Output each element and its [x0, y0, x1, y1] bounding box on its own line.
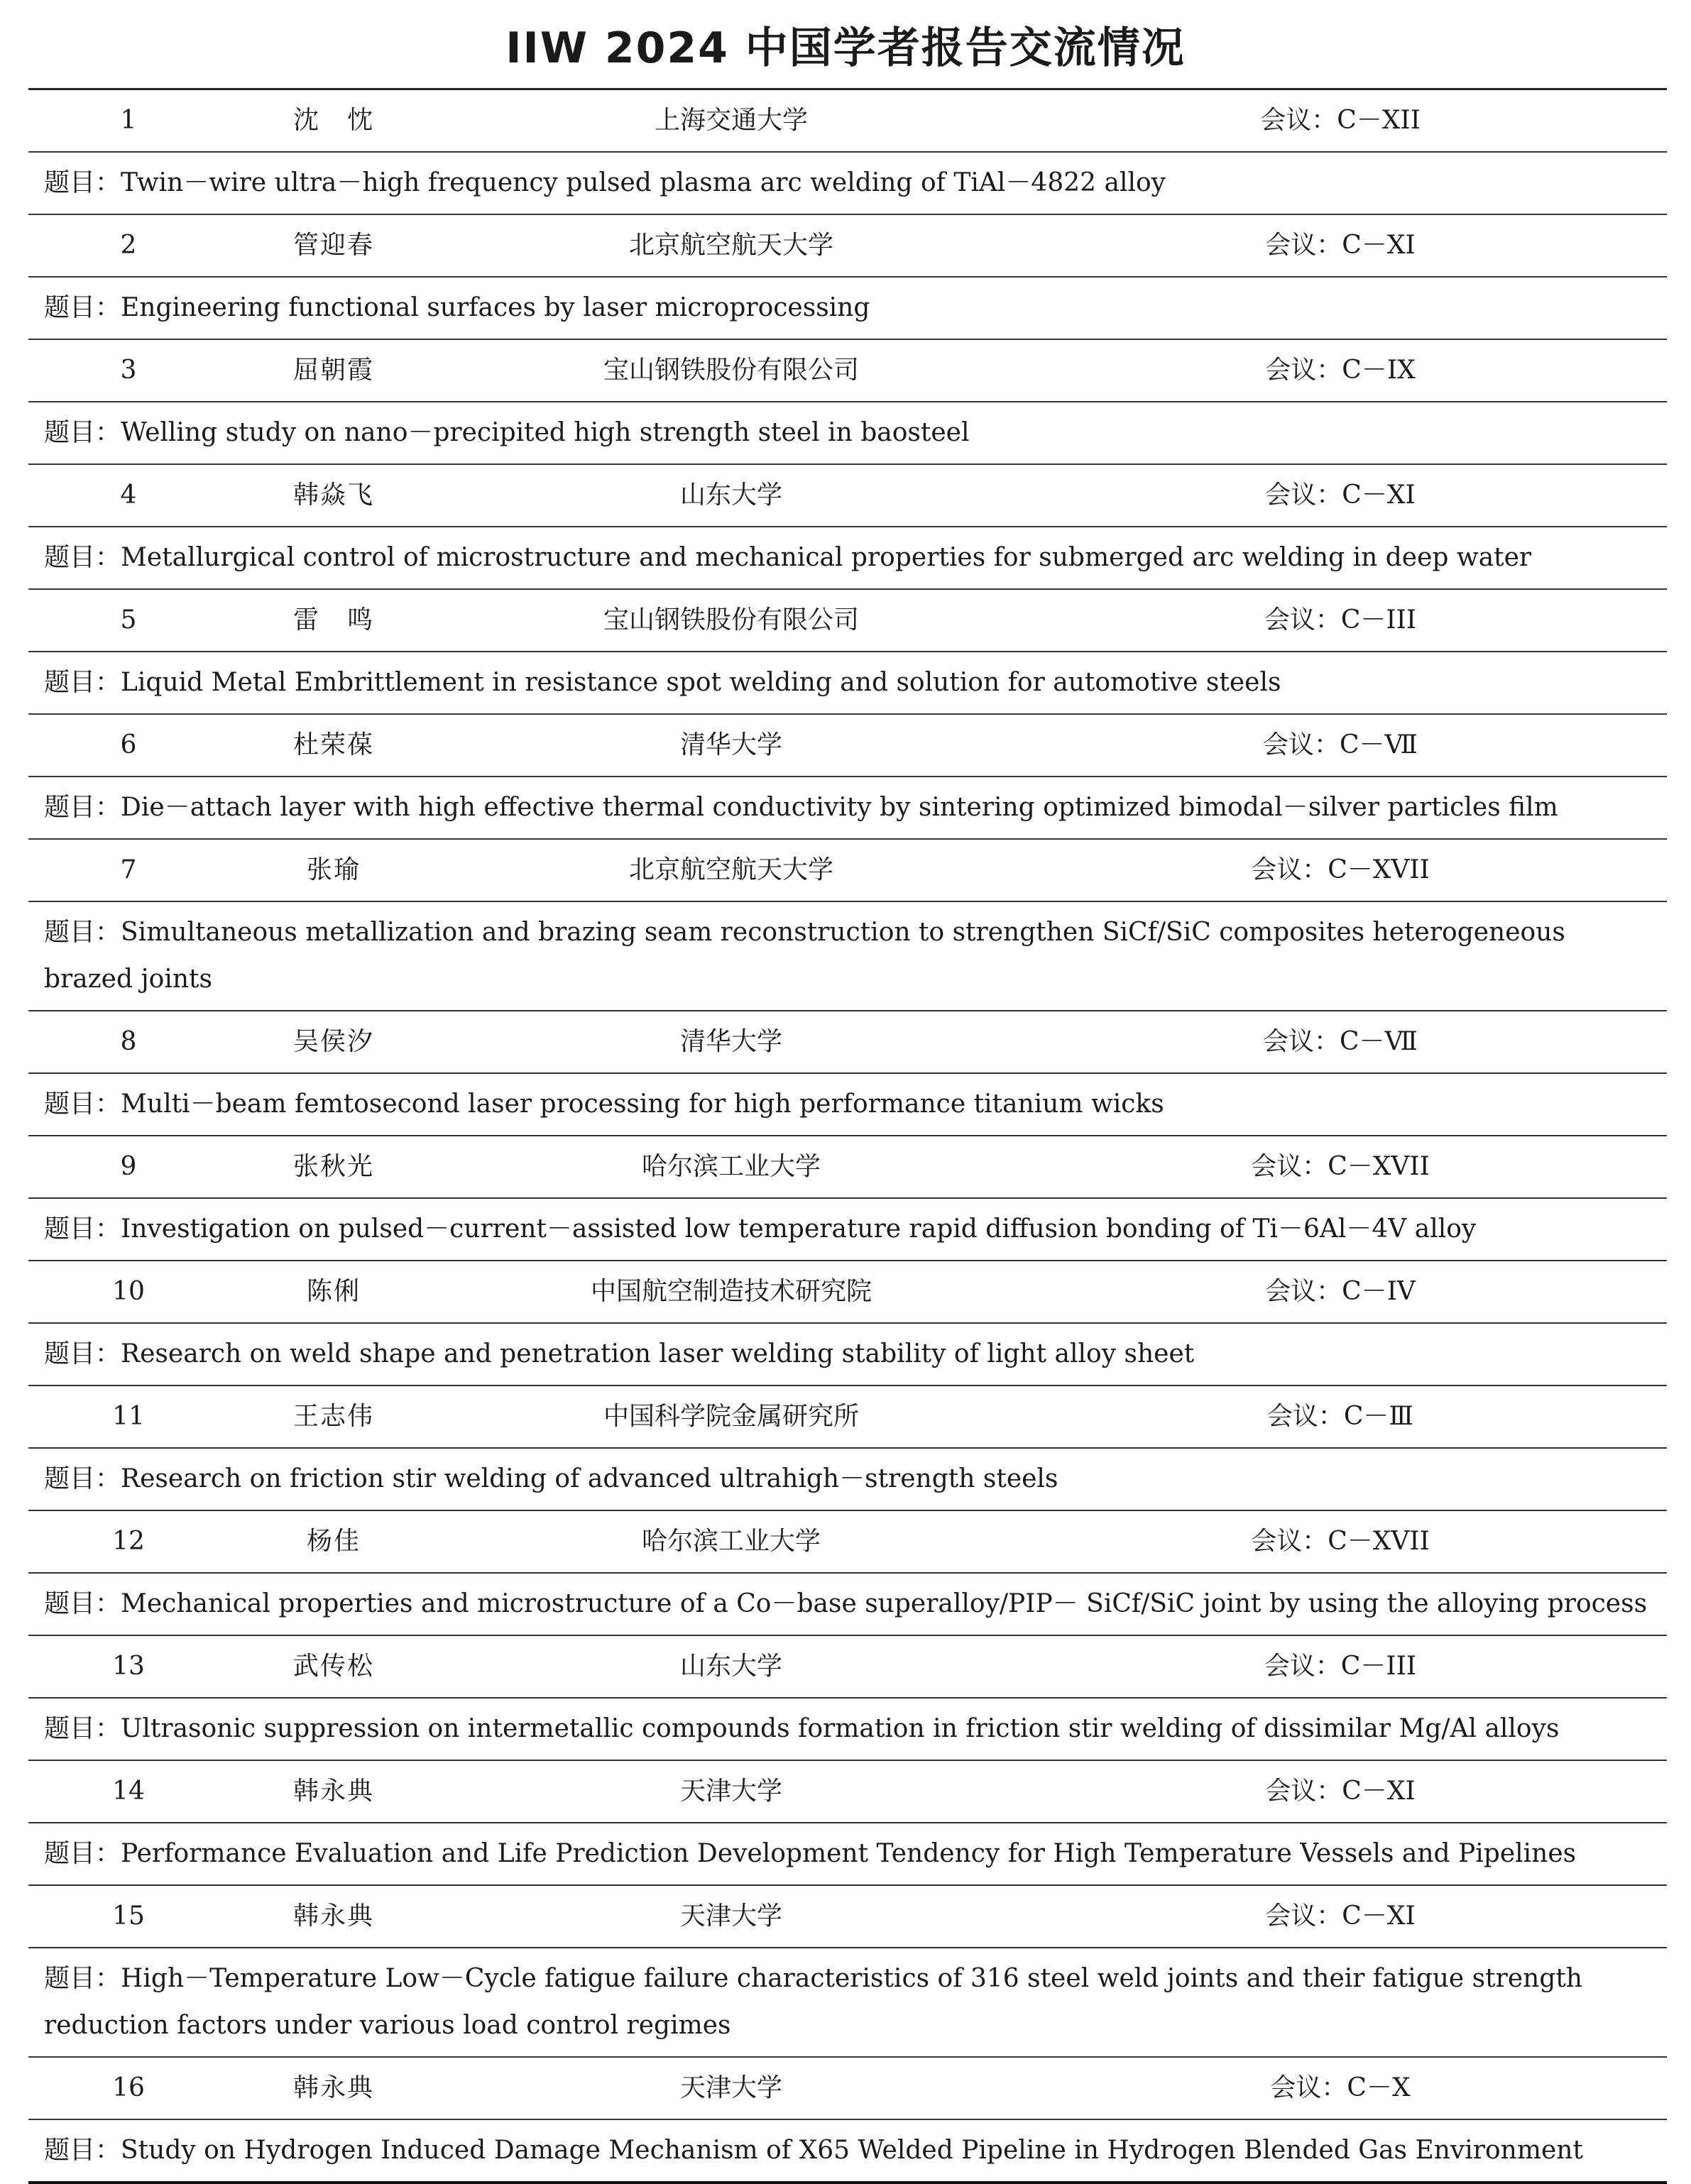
- conference-label: 会议：C－XI: [1265, 481, 1416, 510]
- report-title: Metallurgical control of microstructure and mechanical properties for submerged arc welding in deep water: [121, 543, 1532, 572]
- report-title-row: [28, 1074, 1667, 1136]
- report-title-row: [28, 1948, 1667, 2058]
- entry-info-row: [28, 1761, 1667, 1823]
- report-title-row: [28, 278, 1667, 340]
- table-row: [28, 1636, 1667, 1761]
- report-title-row: [28, 527, 1667, 590]
- entry-number: 14: [112, 1777, 145, 1806]
- title-prefix: 题目：: [44, 168, 121, 197]
- report-title-row: [28, 777, 1667, 840]
- conference-label: 会议：C－Ⅶ: [1262, 1027, 1418, 1056]
- entry-number: 16: [112, 2073, 145, 2102]
- entry-info-row: [28, 1386, 1667, 1449]
- author-name: 杜荣葆: [292, 730, 374, 759]
- report-title-row: [28, 1574, 1667, 1636]
- entry-info-row: [28, 1511, 1667, 1574]
- institution-name: 山东大学: [679, 1652, 782, 1681]
- entry-info-row: [28, 1261, 1667, 1324]
- entry-number: 4: [120, 481, 137, 510]
- entry-info-row: [28, 590, 1667, 652]
- title-prefix: 题目：: [44, 543, 121, 572]
- title-prefix: 题目：: [44, 418, 121, 447]
- report-title-row: [28, 1324, 1667, 1386]
- table-row: [28, 1386, 1667, 1511]
- conference-label: 会议：C－XI: [1265, 1902, 1416, 1931]
- table-row: [28, 2058, 1667, 2184]
- conference-label: 会议：C－XVII: [1251, 1152, 1430, 1181]
- entry-info-row: [28, 1136, 1667, 1199]
- author-name: 杨佳: [306, 1527, 361, 1556]
- institution-name: 山东大学: [679, 481, 782, 510]
- institution-name: 清华大学: [679, 730, 782, 759]
- entry-info-row: [28, 2058, 1667, 2120]
- conference-label: 会议：C－X: [1270, 2073, 1411, 2102]
- conference-label: 会议：C－IV: [1265, 1277, 1416, 1306]
- entry-info-row: [28, 840, 1667, 902]
- institution-name: 宝山钢铁股份有限公司: [603, 605, 859, 635]
- entry-number: 2: [120, 231, 137, 260]
- author-name: 雷 鸣: [292, 605, 374, 635]
- table-row: [28, 840, 1667, 1011]
- author-name: 武传松: [292, 1652, 374, 1681]
- institution-name: 北京航空航天大学: [628, 231, 833, 260]
- report-title: Die－attach layer with high effective thermal conductivity by sintering optimized bimodal－silver particles film: [121, 793, 1558, 822]
- author-name: 王志伟: [292, 1402, 374, 1431]
- table-row: [28, 1886, 1667, 2058]
- title-prefix: 题目：: [44, 293, 121, 322]
- report-title-row: [28, 1699, 1667, 1761]
- report-title-row: [28, 652, 1667, 715]
- report-title: Liquid Metal Embrittlement in resistance spot welding and solution for automotive steels: [121, 668, 1281, 697]
- entry-info-row: [28, 465, 1667, 527]
- conference-label: 会议：C－Ⅶ: [1262, 730, 1418, 759]
- report-title: High－Temperature Low－Cycle fatigue failure characteristics of 316 steel weld joints and their fatigue strength reduction factors under various load control regimes: [44, 1964, 1583, 2040]
- institution-name: 哈尔滨工业大学: [641, 1152, 821, 1181]
- conference-label: 会议：C－XI: [1265, 1777, 1416, 1806]
- title-prefix: 题目：: [44, 2136, 121, 2165]
- conference-label: 会议：C－Ⅲ: [1266, 1402, 1414, 1431]
- conference-label: 会议：C－IX: [1265, 356, 1416, 385]
- author-name: 张秋光: [292, 1152, 374, 1181]
- title-prefix: 题目：: [44, 1589, 121, 1618]
- institution-name: 北京航空航天大学: [628, 855, 833, 884]
- report-title: Ultrasonic suppression on intermetallic compounds formation in friction stir welding of dissimilar Mg/Al alloys: [121, 1714, 1560, 1743]
- author-name: 管迎春: [292, 231, 374, 260]
- title-prefix: 题目：: [44, 1464, 121, 1493]
- entry-number: 15: [112, 1902, 145, 1931]
- title-prefix: 题目：: [44, 1839, 121, 1868]
- title-prefix: 题目：: [44, 1714, 121, 1743]
- table-row: [28, 1761, 1667, 1886]
- author-name: 沈 忱: [292, 106, 374, 135]
- table-row: [28, 1261, 1667, 1386]
- entry-info-row: [28, 1011, 1667, 1074]
- institution-name: 宝山钢铁股份有限公司: [603, 356, 859, 385]
- table-row: [28, 1011, 1667, 1136]
- report-title-row: [28, 153, 1667, 215]
- report-title: Performance Evaluation and Life Prediction Development Tendency for High Temperature Vessels and Pipelines: [121, 1839, 1577, 1868]
- report-title: Research on friction stir welding of advanced ultrahigh－strength steels: [121, 1464, 1058, 1493]
- entry-number: 8: [120, 1027, 137, 1056]
- table-row: [28, 90, 1667, 215]
- entry-number: 3: [120, 356, 137, 385]
- report-title: Study on Hydrogen Induced Damage Mechanism of X65 Welded Pipeline in Hydrogen Blended Gas Environment: [121, 2136, 1583, 2165]
- institution-name: 清华大学: [679, 1027, 782, 1056]
- author-name: 韩焱飞: [292, 481, 374, 510]
- author-name: 吴侯汐: [292, 1027, 374, 1056]
- title-prefix: 题目：: [44, 793, 121, 822]
- table-row: [28, 715, 1667, 840]
- entry-number: 13: [112, 1652, 145, 1681]
- title-prefix: 题目：: [44, 1339, 121, 1368]
- author-name: 屈朝霞: [292, 356, 374, 385]
- author-name: 韩永典: [292, 1777, 374, 1806]
- title-prefix: 题目：: [44, 918, 121, 947]
- entry-number: 9: [120, 1152, 137, 1181]
- entry-info-row: [28, 715, 1667, 777]
- entry-info-row: [28, 215, 1667, 278]
- report-title: Twin－wire ultra－high frequency pulsed plasma arc welding of TiAl－4822 alloy: [121, 168, 1166, 197]
- report-title: Welling study on nano－precipited high strength steel in baosteel: [121, 418, 970, 447]
- table-row: [28, 1511, 1667, 1636]
- institution-name: 天津大学: [679, 1777, 782, 1806]
- entry-info-row: [28, 1886, 1667, 1948]
- institution-name: 天津大学: [679, 1902, 782, 1931]
- institution-name: 天津大学: [679, 2073, 782, 2102]
- title-prefix: 题目：: [44, 1090, 121, 1119]
- entry-number: 11: [112, 1402, 145, 1431]
- entry-number: 5: [120, 605, 137, 635]
- institution-name: 哈尔滨工业大学: [641, 1527, 821, 1556]
- conference-label: 会议：C－XVII: [1251, 1527, 1430, 1556]
- author-name: 韩永典: [292, 2073, 374, 2102]
- conference-label: 会议：C－XVII: [1251, 855, 1430, 884]
- entry-info-row: [28, 340, 1667, 402]
- author-name: 张瑜: [306, 855, 361, 884]
- report-title: Mechanical properties and microstructure of a Co－base superalloy/PIP－ SiCf/SiC joint by using the alloying process: [121, 1589, 1648, 1618]
- report-title-row: [28, 402, 1667, 465]
- title-prefix: 题目：: [44, 1214, 121, 1244]
- title-prefix: 题目：: [44, 668, 121, 697]
- report-title-row: [28, 1823, 1667, 1886]
- report-title: Simultaneous metallization and brazing seam reconstruction to strengthen SiCf/SiC composites heterogeneous brazed joints: [44, 918, 1565, 994]
- report-title-row: [28, 1449, 1667, 1511]
- title-prefix: 题目：: [44, 1964, 121, 1993]
- entry-number: 7: [120, 855, 137, 884]
- report-title: Investigation on pulsed－current－assisted low temperature rapid diffusion bonding of Ti－6Al－4V alloy: [121, 1214, 1477, 1244]
- author-name: 韩永典: [292, 1902, 374, 1931]
- conference-label: 会议：C－XII: [1260, 106, 1421, 135]
- conference-label: 会议：C－III: [1264, 605, 1417, 635]
- report-title: Engineering functional surfaces by laser microprocessing: [121, 293, 870, 322]
- conference-label: 会议：C－XI: [1265, 231, 1416, 260]
- entry-number: 6: [120, 730, 137, 759]
- table-row: [28, 590, 1667, 715]
- institution-name: 上海交通大学: [654, 106, 808, 135]
- conference-label: 会议：C－III: [1264, 1652, 1417, 1681]
- institution-name: 中国航空制造技术研究院: [590, 1277, 872, 1306]
- report-title: Multi－beam femtosecond laser processing for high performance titanium wicks: [121, 1090, 1164, 1119]
- entry-info-row: [28, 90, 1667, 153]
- table-row: [28, 215, 1667, 340]
- report-title: Research on weld shape and penetration laser welding stability of light alloy sheet: [121, 1339, 1195, 1368]
- entry-number: 12: [112, 1527, 145, 1556]
- report-title-row: [28, 1199, 1667, 1261]
- report-title-row: [28, 2120, 1667, 2184]
- institution-name: 中国科学院金属研究所: [603, 1402, 859, 1431]
- table-row: [28, 340, 1667, 465]
- page-title: IIW 2024 中国学者报告交流情况: [505, 23, 1186, 73]
- entry-number: 1: [120, 106, 137, 135]
- entry-number: 10: [112, 1277, 145, 1306]
- author-name: 陈俐: [306, 1277, 361, 1306]
- report-title-row: [28, 902, 1667, 1011]
- table-row: [28, 465, 1667, 590]
- table-row: [28, 1136, 1667, 1261]
- report-table: [28, 88, 1667, 2184]
- entry-info-row: [28, 1636, 1667, 1699]
